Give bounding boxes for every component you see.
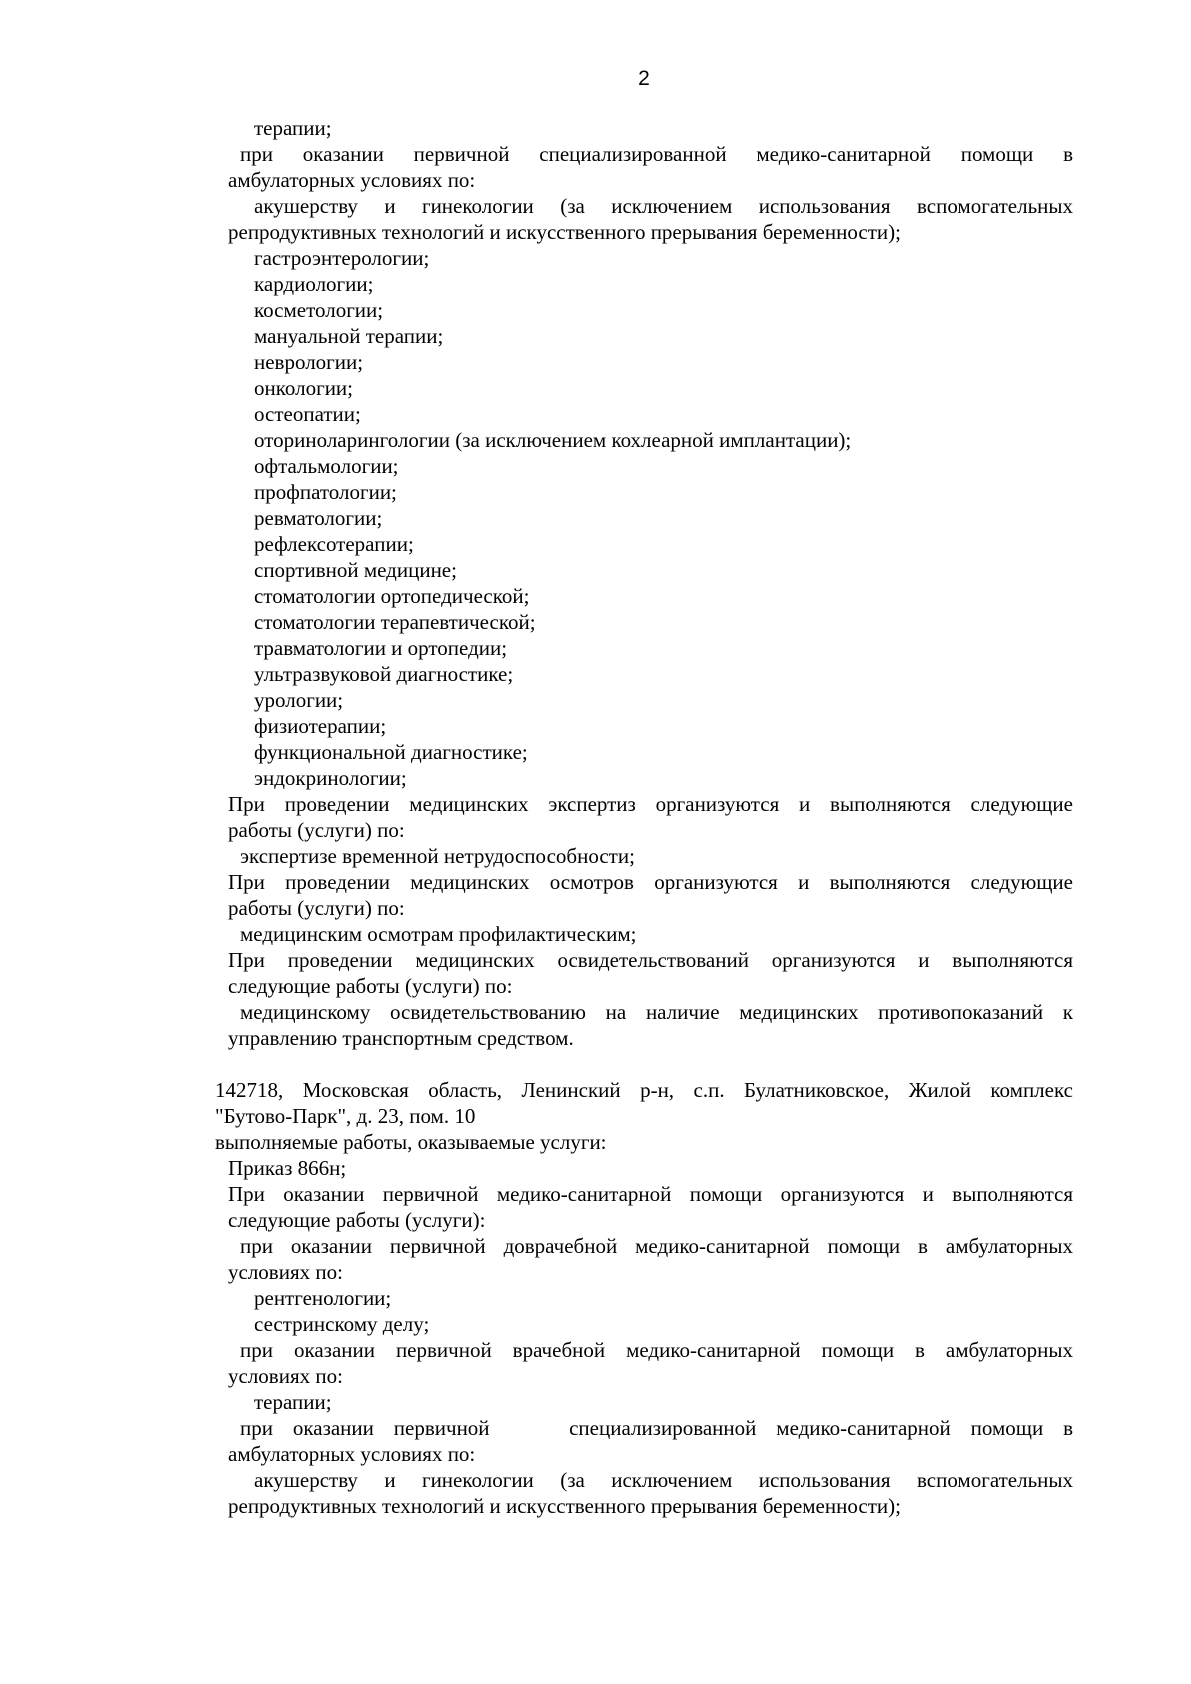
document-line: гастроэнтерологии; (254, 246, 430, 270)
document-line: косметологии; (254, 298, 384, 322)
document-line: неврологии; (254, 350, 364, 374)
document-line: эндокринологии; (254, 766, 407, 790)
document-line: мануальной терапии; (254, 324, 444, 348)
document-line: урологии; (254, 688, 344, 712)
document-line: работы (услуги) по: (228, 818, 405, 842)
document-line: акушерству и гинекологии (за исключением использования вспомогательных (254, 194, 1073, 218)
document-line: терапии; (254, 116, 332, 140)
document-line: 142718, Московская область, Ленинский р-н, с.п. Булатниковское, Жилой комплекс (215, 1078, 1073, 1102)
document-line: При проведении медицинских экспертиз организуются и выполняются следующие (228, 792, 1073, 816)
document-line: работы (услуги) по: (228, 896, 405, 920)
document-line: следующие работы (услуги): (228, 1208, 486, 1232)
document-line: стоматологии терапевтической; (254, 610, 536, 634)
document-line: следующие работы (услуги) по: (228, 974, 513, 998)
document-line: ультразвуковой диагностике; (254, 662, 514, 686)
section-address-and-services (215, 1077, 1073, 1519)
document-line: рентгенологии; (254, 1286, 392, 1310)
document-body (215, 115, 1073, 1519)
document-line: выполняемые работы, оказываемые услуги: (215, 1130, 607, 1154)
document-line: терапии; (254, 1390, 332, 1414)
document-line: репродуктивных технологий и искусственного прерывания беременности); (228, 220, 901, 244)
document-line: физиотерапии; (254, 714, 387, 738)
document-line: при оказании первичной специализированной медико-санитарной помощи в (240, 1416, 1073, 1440)
document-line: медицинским осмотрам профилактическим; (240, 922, 637, 946)
page-number: 2 (638, 67, 650, 90)
document-line: спортивной медицине; (254, 558, 457, 582)
document-line: при оказании первичной специализированной медико-санитарной помощи в (240, 142, 1073, 166)
document-line: При оказании первичной медико-санитарной помощи организуются и выполняются (228, 1182, 1073, 1206)
document-line: сестринскому делу; (254, 1312, 430, 1336)
document-line: стоматологии ортопедической; (254, 584, 530, 608)
document-line: рефлексотерапии; (254, 532, 414, 556)
section-services-continued (215, 115, 1073, 1051)
document-line: травматологии и ортопедии; (254, 636, 508, 660)
document-line: онкологии; (254, 376, 354, 400)
document-line: При проведении медицинских осмотров организуются и выполняются следующие (228, 870, 1073, 894)
document-line: экспертизе временной нетрудоспособности; (240, 844, 635, 868)
document-line: оториноларингологии (за исключением кохлеарной имплантации); (254, 428, 852, 452)
document-line: Приказ 866н; (228, 1156, 347, 1180)
document-line: кардиологии; (254, 272, 374, 296)
document-line: При проведении медицинских освидетельствований организуются и выполняются (228, 948, 1073, 972)
document-line: управлению транспортным средством. (228, 1026, 574, 1050)
document-line: при оказании первичной врачебной медико-санитарной помощи в амбулаторных (240, 1338, 1073, 1362)
document-line: офтальмологии; (254, 454, 399, 478)
document-line: ревматологии; (254, 506, 383, 530)
document-line: функциональной диагностике; (254, 740, 528, 764)
document-line: амбулаторных условиях по: (228, 168, 476, 192)
document-line: "Бутово-Парк", д. 23, пом. 10 (215, 1104, 476, 1128)
document-line: условиях по: (228, 1260, 343, 1284)
document-line: профпатологии; (254, 480, 397, 504)
document-line: амбулаторных условиях по: (228, 1442, 476, 1466)
document-line: акушерству и гинекологии (за исключением использования вспомогательных (254, 1468, 1073, 1492)
document-line: репродуктивных технологий и искусственного прерывания беременности); (228, 1494, 901, 1518)
document-line: при оказании первичной доврачебной медико-санитарной помощи в амбулаторных (240, 1234, 1073, 1258)
document-line: условиях по: (228, 1364, 343, 1388)
document-line: остеопатии; (254, 402, 361, 426)
document-line: медицинскому освидетельствованию на наличие медицинских противопоказаний к (240, 1000, 1073, 1024)
